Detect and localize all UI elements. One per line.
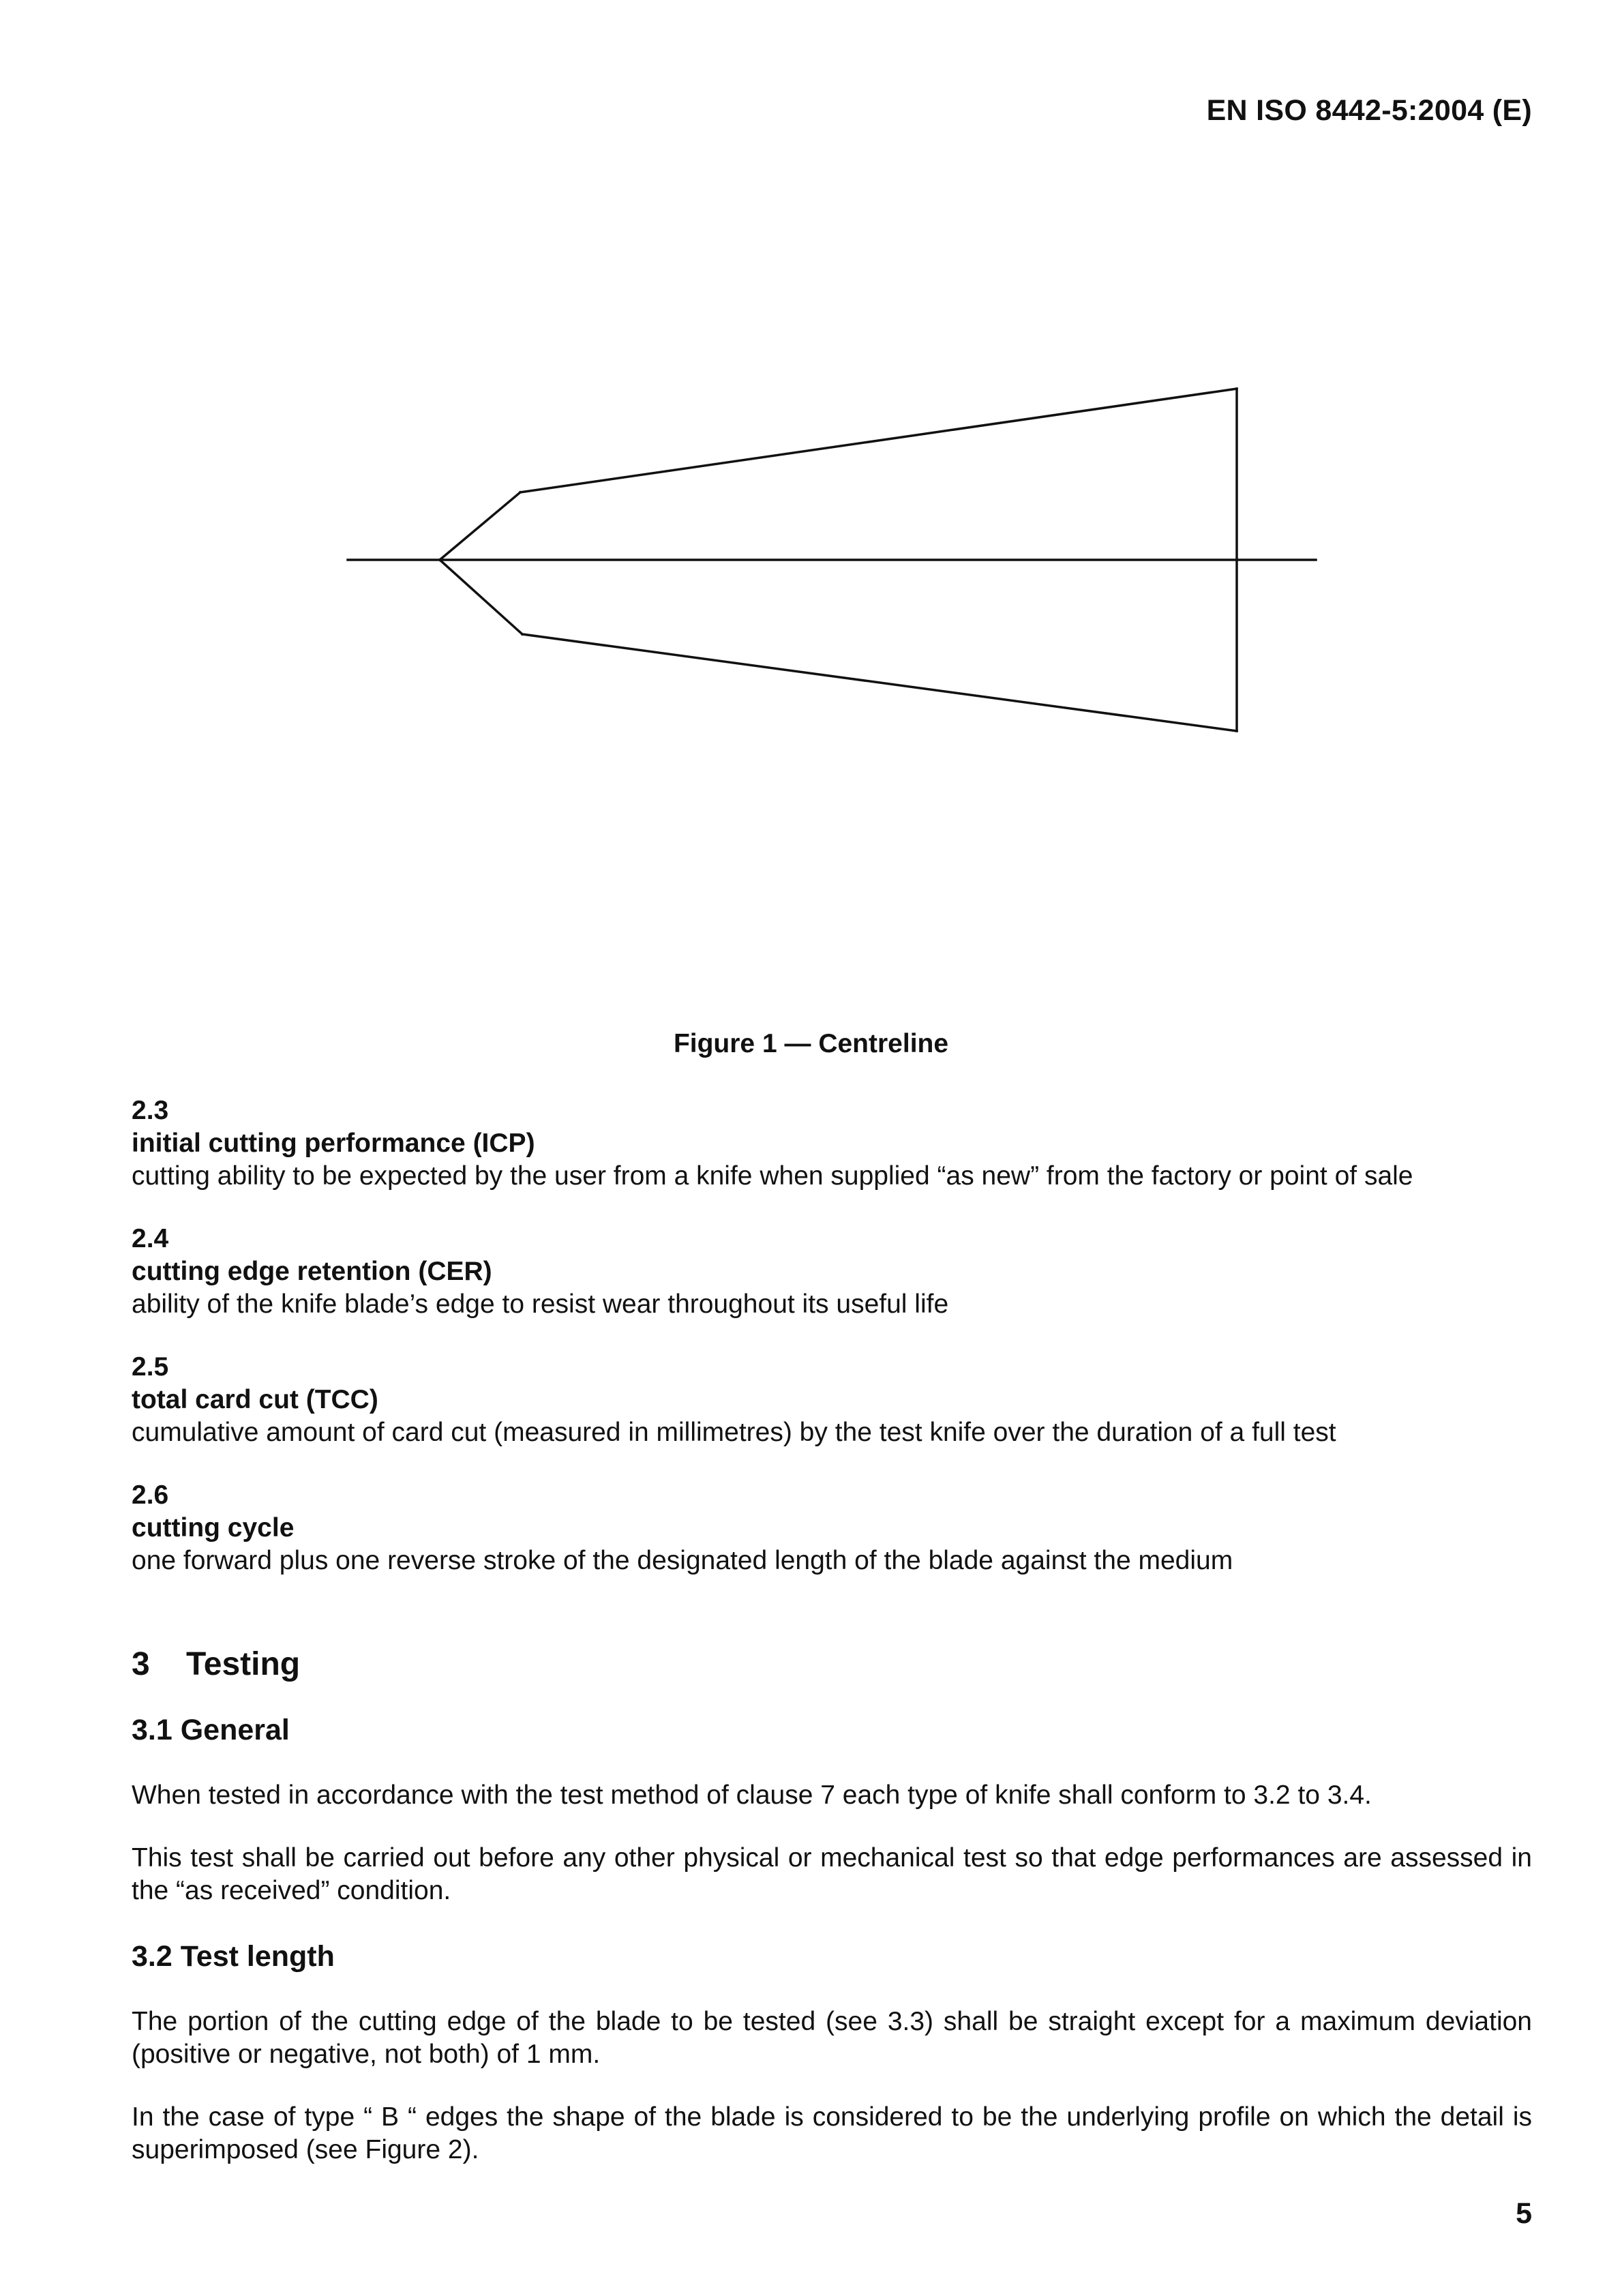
definition-2-5 — [132, 1351, 1532, 1449]
definition-term: cutting cycle — [132, 1513, 295, 1542]
definition-2-6 — [132, 1479, 1532, 1577]
section-title: Testing — [186, 1646, 301, 1682]
definition-text: one forward plus one reverse stroke of the designated length of the blade against the medium — [132, 1546, 1233, 1575]
definition-2-3 — [132, 1094, 1532, 1193]
section-3-1-heading: 3.1 General — [132, 1714, 290, 1746]
tip-lower-edge — [440, 560, 522, 634]
blade-upper-edge — [520, 389, 1237, 492]
figure-caption: Figure 1 — Centreline — [673, 1029, 949, 1058]
definition-number: 2.3 — [132, 1096, 169, 1125]
paragraph: When tested in accordance with the test method of clause 7 each type of knife shall conform to 3.2 to 3.4. — [132, 1780, 1372, 1810]
centreline-figure — [334, 368, 1343, 750]
definition-term: total card cut (TCC) — [132, 1385, 378, 1414]
definition-term: cutting edge retention (CER) — [132, 1257, 492, 1286]
section-3-2-heading: 3.2 Test length — [132, 1940, 335, 1973]
definition-2-4 — [132, 1223, 1532, 1321]
definition-term: initial cutting performance (ICP) — [132, 1129, 535, 1158]
definition-number: 2.4 — [132, 1224, 169, 1253]
page-number: 5 — [1516, 2197, 1532, 2230]
blade-lower-edge — [522, 634, 1237, 731]
definition-text: cumulative amount of card cut (measured in millimetres) by the test knife over the duration of a full test — [132, 1418, 1336, 1447]
definition-text: cutting ability to be expected by the user from a knife when supplied “as new” from the factory or point of sale — [132, 1161, 1413, 1191]
document-header: EN ISO 8442-5:2004 (E) — [1206, 94, 1532, 127]
definition-text: ability of the knife blade’s edge to resist wear throughout its useful life — [132, 1289, 949, 1319]
paragraph: In the case of type “ B “ edges the shape of the blade is considered to be the underlying profile on which the detail is superimposed (see Figure 2). — [132, 2102, 1532, 2164]
section-3-heading — [132, 1644, 1532, 1685]
paragraph: This test shall be carried out before any other physical or mechanical test so that edge performances are assessed in the “as received” condition. — [132, 1843, 1532, 1905]
definition-number: 2.5 — [132, 1352, 169, 1382]
definition-number: 2.6 — [132, 1480, 169, 1510]
document-body — [132, 1094, 1532, 2196]
paragraph: The portion of the cutting edge of the blade to be tested (see 3.3) shall be straight except for a maximum deviation (positive or negative, not both) of 1 mm. — [132, 2007, 1532, 2069]
section-number: 3 — [132, 1646, 150, 1682]
tip-upper-edge — [440, 492, 520, 560]
